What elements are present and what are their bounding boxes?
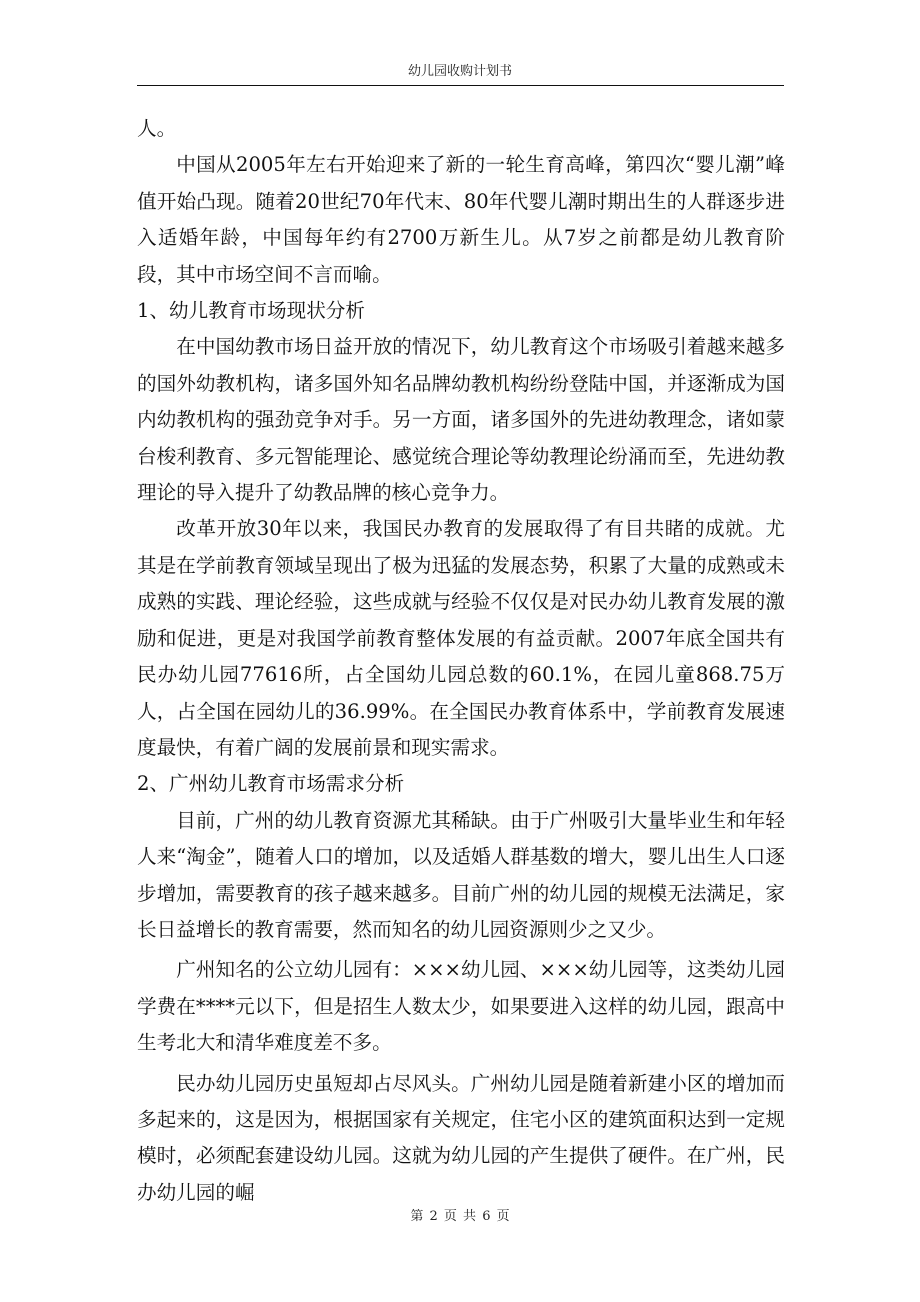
section-heading-market-status: 1、幼儿教育市场现状分析 [137,299,365,323]
paragraph-private-education: 改革开放30年以来，我国民办教育的发展取得了有目共睹的成就。尤其是在学前教育领域呈现出了极为迅猛的发展态势，积累了大量的成熟或未成熟的实践、理论经验，这些成就与经验不仅仅是对民办幼儿教育发展的激励和促进，更是对我国学前教育整体发展的有益贡献。2007年底全国共有民办幼儿园77616所，占全国幼儿园总数的60.1%，在园儿童868.75万人，占全国在园幼儿的36.99%。在全国民办教育体系中，学前教育发展速度最快，有着广阔的发展前景和现实需求。 [137,517,785,759]
running-header-title: 幼儿园收购计划书 [407,64,512,79]
paragraph-guangzhou-scarcity: 目前，广州的幼儿教育资源尤其稀缺。由于广州吸引大量毕业生和年轻人来“淘金”，随着人口的增加，以及适婚人群基数的增大，婴儿出生人口逐步增加，需要教育的孩子越来越多。目前广州的幼儿园的规模无法满足，家长日益增长的教育需要，然而知名的幼儿园资源则少之又少。 [137,808,785,941]
paragraph-private-kindergartens: 民办幼儿园历史虽短却占尽风头。广州幼儿园是随着新建小区的增加而多起来的，这是因为，根据国家有关规定，住宅小区的建筑面积达到一定规模时，必须配套建设幼儿园。这就为幼儿园的产生提供了硬件。在广州，民办幼儿园的崛 [137,1071,785,1204]
paragraph-foreign-institutions: 在中国幼教市场日益开放的情况下，幼儿教育这个市场吸引着越来越多的国外幼教机构，诸多国外知名品牌幼教机构纷纷登陆中国，并逐渐成为国内幼教机构的强劲竞争对手。另一方面，诸多国外的先进幼教理念，诸如蒙台梭利教育、多元智能理论、感觉统合理论等幼教理论纷涌而至，先进幼教理论的导入提升了幼教品牌的核心竞争力。 [137,335,785,505]
paragraph-continuation: 人。 [137,117,177,140]
paragraph-public-kindergartens: 广州知名的公立幼儿园有：×××幼儿园、×××幼儿园等，这类幼儿园学费在****元以下，但是招生人数太少，如果要进入这样的幼儿园，跟高中生考北大和清华难度差不多。 [137,958,785,1055]
paragraph-baby-boom: 中国从2005年左右开始迎来了新的一轮生育高峰，第四次“婴儿潮”峰值开始凸现。随着20世纪70年代末、80年代婴儿潮时期出生的人群逐步进入适婚年龄，中国每年约有2700万新生儿。从7岁之前都是幼儿教育阶段，其中市场空间不言而喻。 [137,153,785,286]
section-heading-guangzhou-demand: 2、广州幼儿教育市场需求分析 [137,772,405,796]
header-divider [137,85,784,86]
body-content [137,111,785,1211]
page-number-footer: 第 2 页 共 6 页 [410,1209,510,1224]
